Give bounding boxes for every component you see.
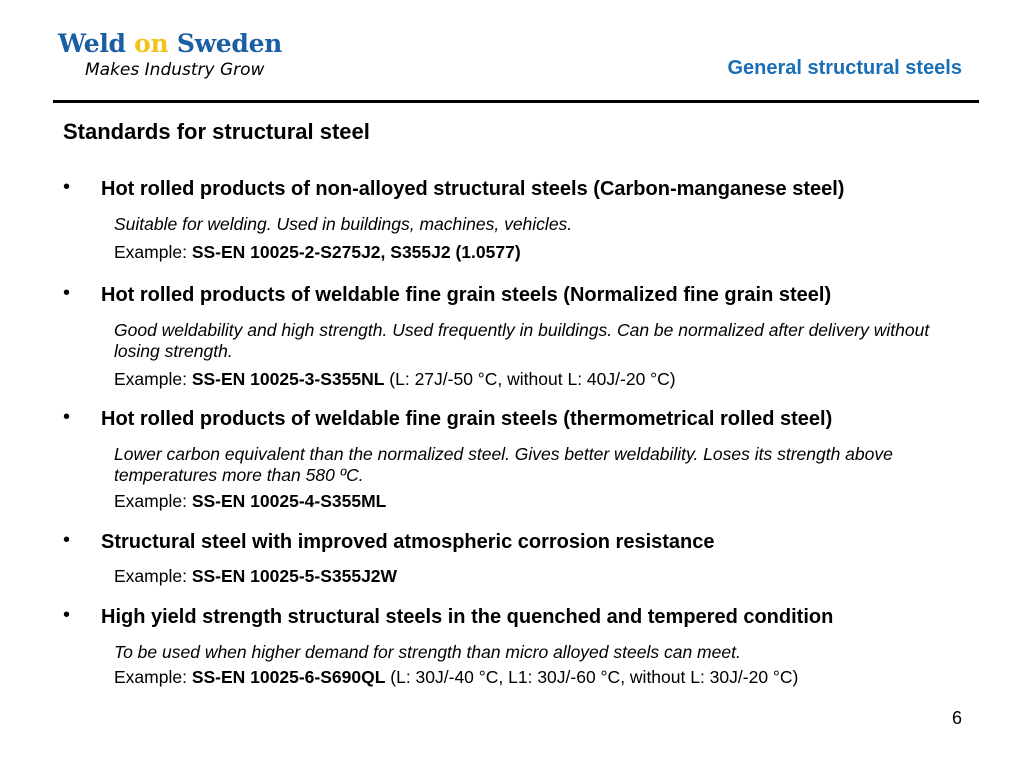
logo-wordmark [58,28,282,60]
bullet-row [63,604,963,630]
section-heading: Structural steel with improved atmospheric corrosion resistance [101,531,715,553]
example-label: Example: [114,369,192,389]
example-code: SS-EN 10025-4-S355ML [191,491,387,511]
example-label: Example: [114,667,192,687]
section-normalized [63,282,963,390]
example-code: SS-EN 10025-6-S690QL [191,667,386,687]
logo-word-on: on [134,29,169,58]
example-code: SS-EN 10025-3-S355NL [191,369,385,389]
example-suffix: (L: 27J/-50 °C, without L: 40J/-20 °C) [384,369,676,389]
section-non-alloyed [63,176,963,263]
header-divider [53,100,979,103]
section-example [114,242,963,263]
section-thermomechanical [63,406,963,512]
section-heading: High yield strength structural steels in the quenched and tempered condition [101,606,834,628]
page-number: 6 [951,708,962,728]
example-label: Example: [114,491,192,511]
example-code: SS-EN 10025-5-S355J2W [191,566,398,586]
bullet-row [63,176,963,202]
logo-word-sweden: Sweden [176,29,283,58]
company-logo [58,28,282,81]
section-description: To be used when higher demand for strength than micro alloyed steels can meet. [114,642,741,662]
bullet-icon: • [63,176,71,198]
logo-word-weld: Weld [58,29,126,58]
bullet-icon: • [63,604,71,626]
logo-tagline: Makes Industry Grow [85,60,265,80]
bullet-row [63,282,963,308]
section-heading: Hot rolled products of weldable fine grain steels (thermometrical rolled steel) [101,408,833,430]
section-example [114,491,963,512]
section-example [114,566,963,587]
section-corrosion-resistance [63,529,963,587]
section-description: Suitable for welding. Used in buildings, machines, vehicles. [114,214,573,234]
bullet-icon: • [63,282,71,304]
section-description: Lower carbon equivalent than the normalized steel. Gives better weldability. Loses its strength above temperatures more than 580 ºC. [114,444,893,485]
section-description: Good weldability and high strength. Used frequently in buildings. Can be normalized after delivery without losing strength. [114,320,930,361]
example-suffix: (L: 30J/-40 °C, L1: 30J/-60 °C, without L: 30J/-20 °C) [385,667,799,687]
section-example [114,369,963,390]
bullet-icon: • [63,529,71,551]
section-heading: Hot rolled products of weldable fine grain steels (Normalized fine grain steel) [101,284,832,306]
example-label: Example: [114,242,192,262]
section-example [114,667,963,688]
bullet-row [63,406,963,432]
section-quenched-tempered [63,604,963,688]
example-label: Example: [114,566,192,586]
header-title: General structural steels [727,57,962,79]
bullet-row [63,529,963,555]
page-title: Standards for structural steel [63,119,370,144]
bullet-icon: • [63,406,71,428]
example-code: SS-EN 10025-2-S275J2, S355J2 (1.0577) [191,242,521,262]
section-heading: Hot rolled products of non-alloyed structural steels (Carbon-manganese steel) [101,178,845,200]
